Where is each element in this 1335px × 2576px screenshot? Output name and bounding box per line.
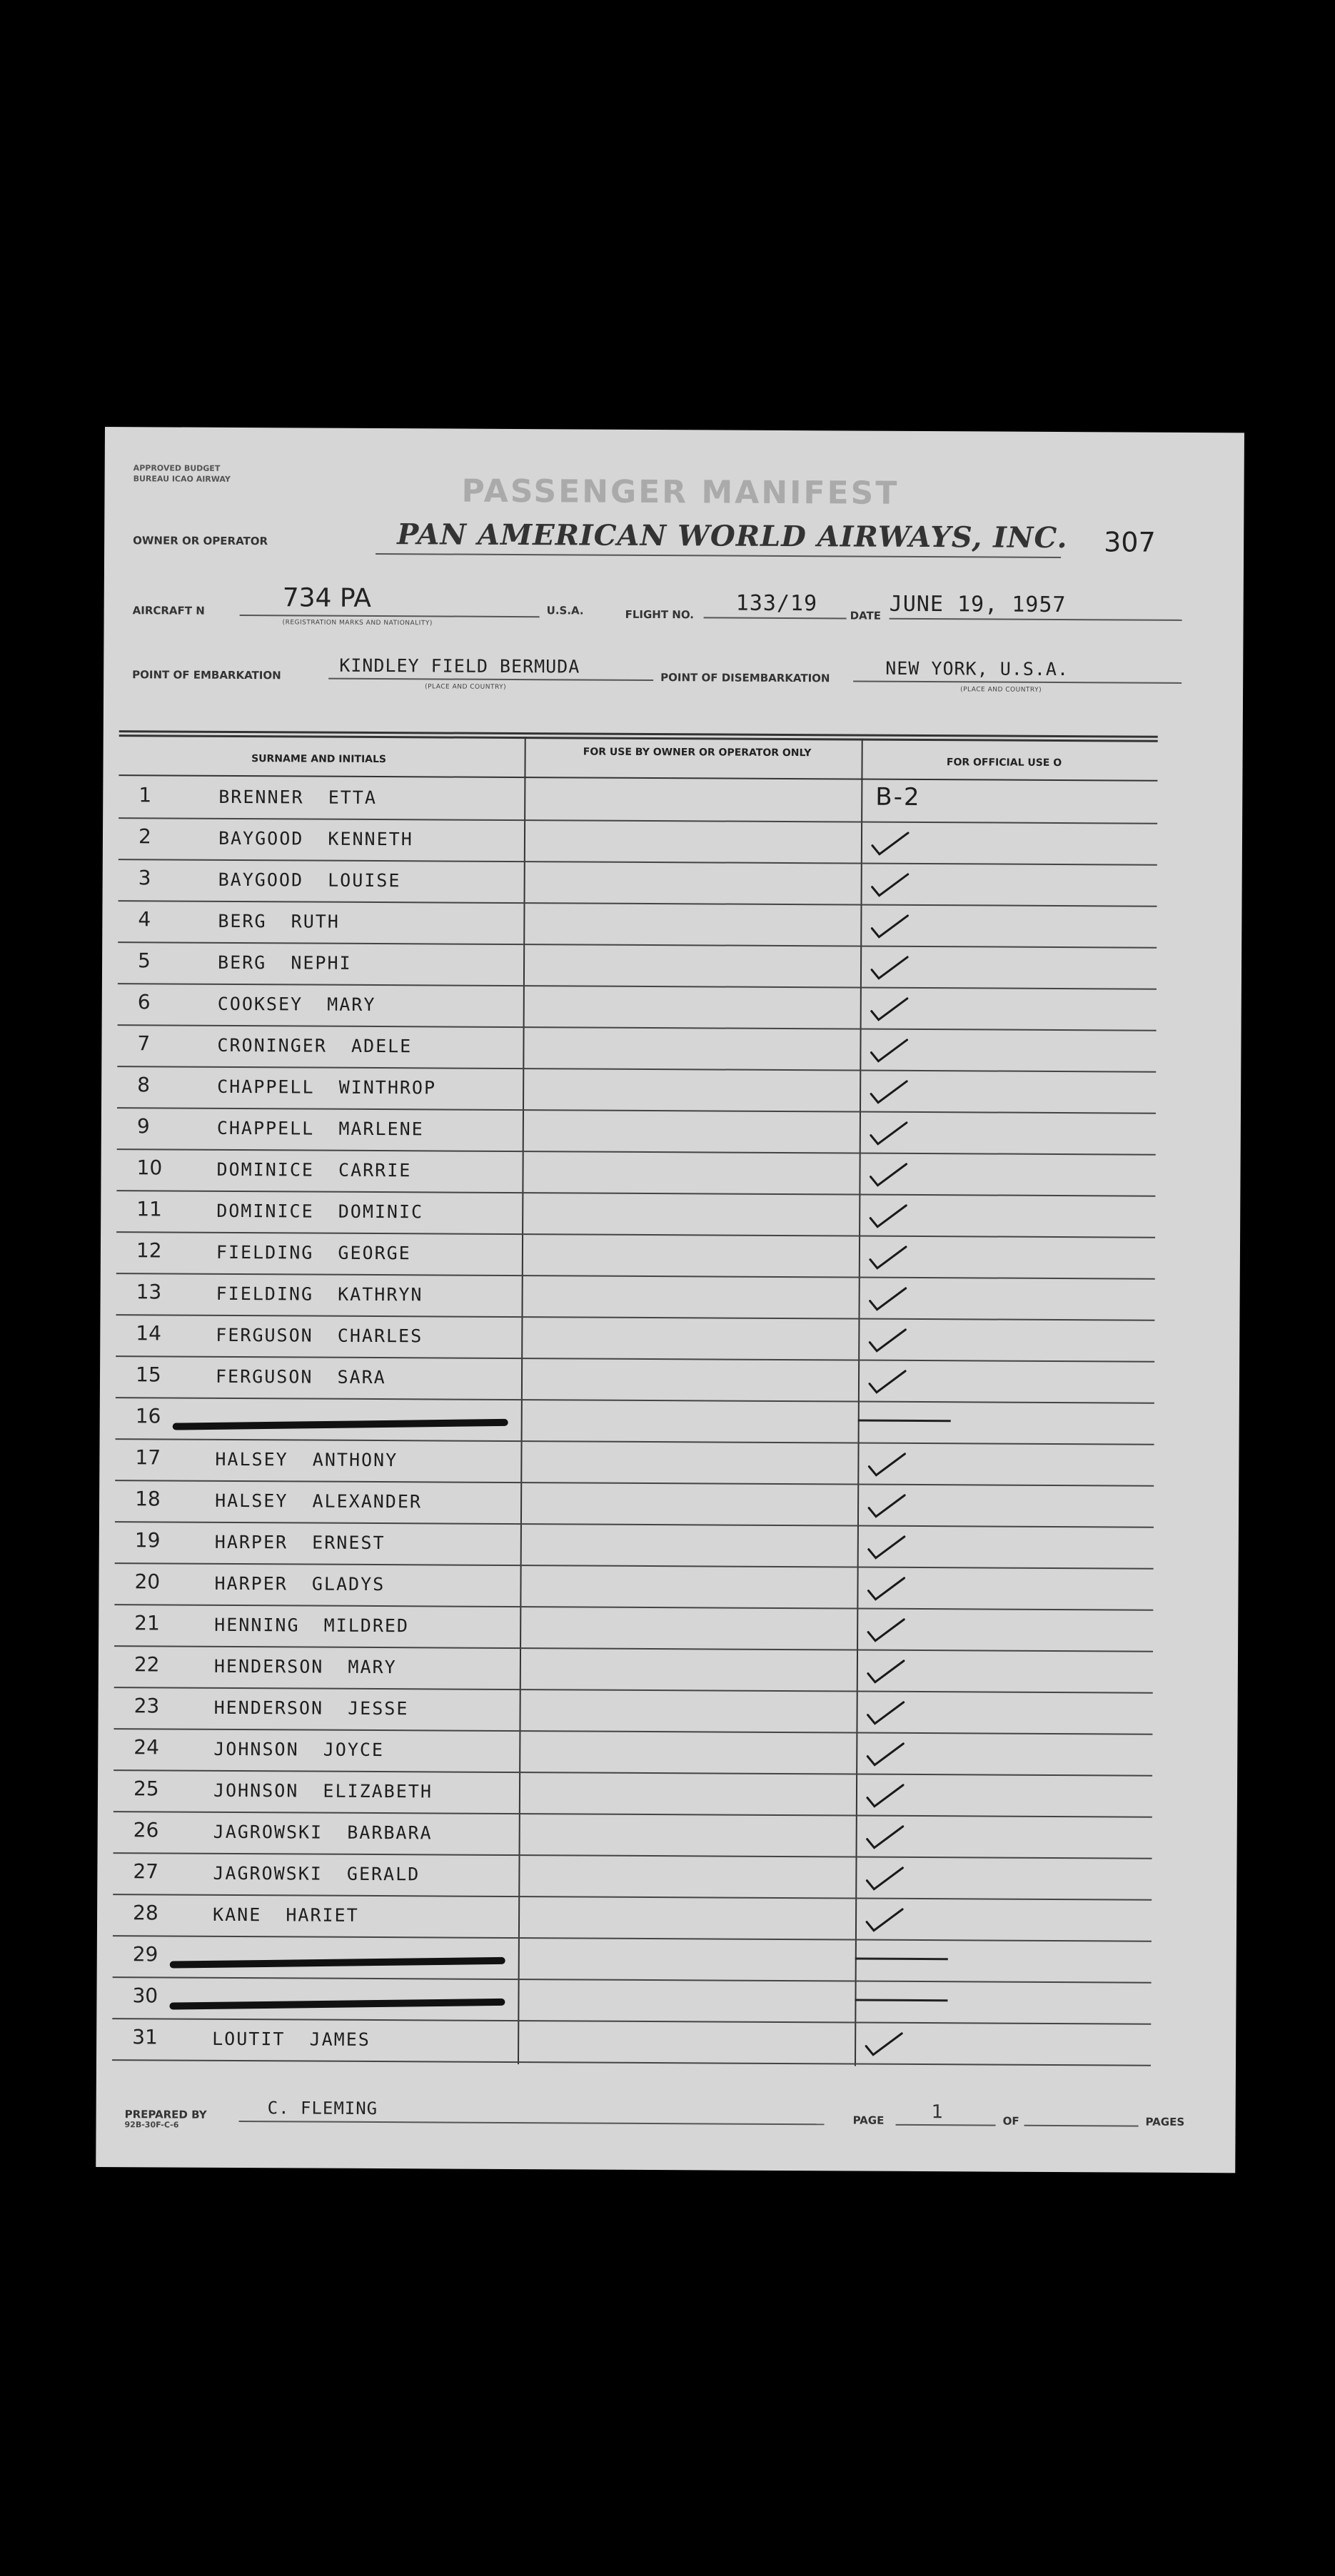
table-row	[118, 984, 1157, 1031]
passenger-name: FIELDING KATHRYN	[216, 1283, 423, 1305]
passenger-name: BERG RUTH	[218, 910, 340, 932]
embarkation-underline	[328, 678, 653, 681]
check-mark-icon	[866, 1200, 909, 1231]
table-row	[116, 1191, 1155, 1238]
passenger-name: COOKSEY MARY	[217, 993, 376, 1015]
pages-underline	[1024, 2125, 1139, 2127]
table-row	[115, 1481, 1154, 1528]
flight-date: JUNE 19, 1957	[889, 591, 1067, 618]
check-mark-icon	[863, 1738, 906, 1769]
row-number: 19	[134, 1528, 161, 1552]
check-mark-icon	[864, 1614, 907, 1645]
passenger-name: HENNING MILDRED	[214, 1614, 410, 1637]
check-mark-icon	[866, 1241, 909, 1273]
row-number: 24	[134, 1735, 160, 1759]
table-row	[112, 2019, 1151, 2066]
row-number: 18	[135, 1487, 161, 1511]
dash-mark	[855, 1958, 948, 1961]
row-number: 16	[135, 1404, 161, 1428]
of-label: OF	[1002, 2114, 1019, 2128]
table-row	[119, 819, 1157, 866]
check-mark-icon	[865, 1448, 907, 1480]
check-mark-icon	[862, 2028, 905, 2059]
manifest-page	[96, 427, 1244, 2173]
col-official-use: FOR OFFICIAL USE O	[946, 757, 1062, 769]
row-number: 30	[132, 1984, 158, 2008]
passenger-name: HARPER ERNEST	[214, 1531, 386, 1554]
passenger-name: HALSEY ALEXANDER	[215, 1490, 423, 1512]
passenger-name: KANE HARIET	[213, 1904, 359, 1926]
row-number: 27	[133, 1859, 159, 1884]
table-row	[116, 1398, 1154, 1445]
row-number: 21	[134, 1611, 160, 1635]
passenger-name: BERG NEPHI	[217, 951, 352, 974]
table-row	[118, 901, 1157, 949]
prepared-by-name: C. FLEMING	[267, 2098, 378, 2119]
row-number: 23	[134, 1694, 160, 1718]
document-title: PASSENGER MANIFEST	[461, 473, 900, 512]
table-row	[117, 1067, 1156, 1114]
dash-mark	[858, 1420, 951, 1423]
table-row	[115, 1522, 1154, 1570]
row-number: 5	[137, 949, 151, 973]
date-underline	[890, 618, 1182, 621]
col-owner-use: FOR USE BY OWNER OR OPERATOR ONLY	[583, 746, 812, 759]
table-row	[113, 1895, 1152, 1942]
table-row	[116, 1150, 1155, 1197]
flight-number: 133/19	[735, 590, 818, 617]
row-number: 1	[138, 783, 152, 807]
passenger-name: FIELDING GEORGE	[216, 1241, 411, 1264]
aircraft-underline	[240, 615, 540, 617]
passenger-name: CHAPPELL MARLENE	[216, 1117, 424, 1140]
passenger-name: CRONINGER ADELE	[217, 1034, 413, 1057]
table-row	[117, 1026, 1156, 1073]
row-number: 2	[138, 824, 151, 849]
official-note: B-2	[875, 782, 921, 812]
passenger-name: BAYGOOD LOUISE	[218, 869, 401, 892]
table-row	[116, 1315, 1154, 1363]
embarkation-caption: (PLACE AND COUNTRY)	[425, 683, 507, 691]
table-row	[112, 1978, 1151, 2025]
disembarkation-value: NEW YORK, U.S.A.	[885, 657, 1069, 680]
row-number: 12	[136, 1238, 162, 1263]
check-mark-icon	[868, 827, 911, 859]
table-row	[114, 1812, 1152, 1859]
passenger-name: CHAPPELL WINTHROP	[217, 1076, 437, 1098]
page-label: PAGE	[852, 2113, 885, 2127]
row-number: 7	[137, 1031, 151, 1056]
passenger-name: BRENNER ETTA	[218, 786, 378, 809]
row-number: 8	[137, 1073, 151, 1097]
disembarkation-label: POINT OF DISEMBARKATION	[660, 671, 830, 685]
dash-mark	[855, 1999, 947, 2002]
prepared-underline	[239, 2121, 825, 2125]
table-row	[116, 1233, 1155, 1280]
owner-label: OWNER OR OPERATOR	[133, 534, 268, 548]
row-number: 11	[136, 1197, 162, 1221]
table-row	[113, 1936, 1152, 1984]
check-mark-icon	[867, 951, 910, 983]
passenger-name: JAGROWSKI BARBARA	[213, 1821, 433, 1844]
table-row	[118, 943, 1157, 990]
passenger-name: HENDERSON MARY	[213, 1655, 397, 1678]
row-number: 9	[136, 1114, 150, 1138]
check-mark-icon	[863, 1697, 906, 1728]
table-row	[114, 1647, 1153, 1694]
passenger-table	[119, 730, 1158, 2050]
table-row	[115, 1440, 1154, 1487]
table-row	[114, 1688, 1152, 1735]
row-number: 3	[138, 866, 151, 890]
embarkation-label: POINT OF EMBARKATION	[132, 668, 281, 682]
table-row	[114, 1771, 1152, 1818]
check-mark-icon	[867, 910, 910, 941]
row-rule	[112, 2059, 1151, 2066]
check-mark-icon	[865, 1324, 908, 1355]
flight-underline	[704, 617, 847, 619]
row-number: 31	[132, 2025, 158, 2049]
disembarkation-caption: (PLACE AND COUNTRY)	[960, 686, 1042, 694]
table-row	[119, 777, 1157, 824]
col-surname: SURNAME AND INITIALS	[251, 753, 387, 766]
passenger-name: HARPER GLADYS	[214, 1572, 386, 1595]
row-number: 20	[134, 1570, 161, 1594]
strikethrough-mark	[173, 1419, 508, 1430]
usa-label: U.S.A.	[546, 604, 584, 617]
pages-label: PAGES	[1145, 2115, 1185, 2128]
passenger-name: BAYGOOD KENNETH	[218, 827, 413, 850]
passenger-name: DOMINICE DOMINIC	[216, 1200, 424, 1223]
flight-label: FLIGHT NO.	[625, 607, 695, 622]
check-mark-icon	[862, 1862, 905, 1894]
passenger-name: HENDERSON JESSE	[213, 1697, 409, 1719]
check-mark-icon	[863, 1779, 906, 1811]
aircraft-registration: 734 PA	[282, 583, 372, 613]
passenger-name: DOMINICE CARRIE	[216, 1158, 412, 1181]
table-row	[114, 1564, 1153, 1611]
check-mark-icon	[865, 1365, 908, 1397]
check-mark-icon	[867, 1076, 910, 1107]
row-number: 26	[133, 1818, 159, 1842]
table-row	[113, 1854, 1152, 1901]
table-row	[114, 1729, 1152, 1777]
strikethrough-mark	[169, 1999, 505, 2010]
table-row	[119, 860, 1157, 907]
check-mark-icon	[867, 993, 910, 1024]
check-mark-icon	[867, 1117, 910, 1148]
row-number: 29	[132, 1942, 158, 1966]
check-mark-icon	[867, 1034, 910, 1066]
check-mark-icon	[866, 1158, 909, 1190]
strikethrough-mark	[170, 1957, 505, 1969]
row-number: 15	[135, 1363, 161, 1387]
passenger-name: JAGROWSKI GERALD	[213, 1862, 420, 1885]
row-number: 28	[133, 1901, 158, 1925]
aircraft-caption: (REGISTRATION MARKS AND NATIONALITY)	[282, 619, 433, 627]
check-mark-icon	[865, 1531, 907, 1562]
check-mark-icon	[868, 869, 911, 900]
disembarkation-underline	[853, 680, 1182, 683]
table-row	[114, 1605, 1153, 1652]
check-mark-icon	[864, 1655, 907, 1687]
prepared-by-label: PREPARED BY	[124, 2108, 207, 2121]
table-row	[117, 1108, 1156, 1156]
check-mark-icon	[863, 1821, 906, 1852]
passenger-name: JOHNSON ELIZABETH	[213, 1779, 433, 1802]
page-number: 1	[931, 2101, 944, 2123]
check-mark-icon	[866, 1283, 909, 1314]
passenger-name: JOHNSON JOYCE	[213, 1738, 385, 1761]
date-label: DATE	[850, 609, 882, 622]
row-number: 22	[134, 1652, 160, 1677]
row-number: 10	[136, 1156, 163, 1180]
row-number: 25	[133, 1777, 159, 1801]
stamp-number: 307	[1104, 526, 1156, 558]
page-underline	[896, 2124, 996, 2126]
row-number: 14	[136, 1321, 162, 1345]
row-number: 13	[136, 1280, 162, 1304]
passenger-name: LOUTIT JAMES	[212, 2028, 371, 2050]
table-row	[116, 1274, 1154, 1321]
check-mark-icon	[865, 1490, 907, 1521]
passenger-name: HALSEY ANTHONY	[215, 1448, 398, 1471]
approval-note: APPROVED BUDGET BUREAU ICAO AIRWAY	[133, 463, 231, 484]
passenger-name: FERGUSON SARA	[215, 1365, 386, 1388]
check-mark-icon	[862, 1904, 905, 1935]
table-row	[116, 1357, 1154, 1404]
aircraft-label: AIRCRAFT N	[132, 604, 205, 617]
airline-name: PAN AMERICAN WORLD AIRWAYS, INC.	[397, 517, 1068, 555]
row-number: 4	[138, 907, 151, 931]
embarkation-value: KINDLEY FIELD BERMUDA	[339, 655, 580, 677]
form-code: 92B-30F-C-6	[124, 2120, 179, 2130]
check-mark-icon	[864, 1572, 907, 1604]
row-number: 17	[135, 1445, 161, 1470]
row-number: 6	[137, 990, 151, 1014]
passenger-name: FERGUSON CHARLES	[216, 1324, 423, 1347]
